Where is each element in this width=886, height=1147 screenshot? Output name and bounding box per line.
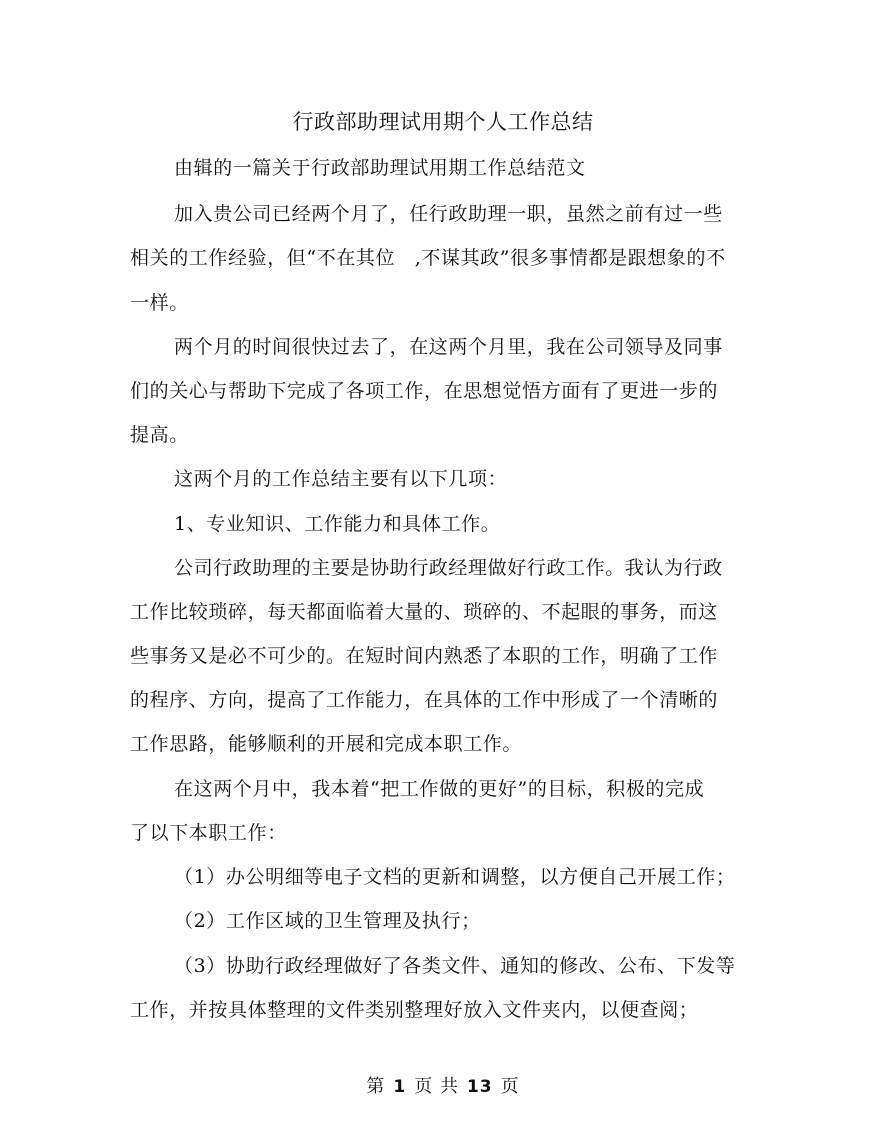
paragraph-line: 了以下本职工作： xyxy=(130,822,287,844)
document-title: 行政部助理试用期个人工作总结 xyxy=(292,110,594,134)
paragraph-line: 工作，并按具体整理的文件类别整理好放入文件夹内，以便查阅； xyxy=(130,999,699,1021)
page-number: 1 xyxy=(393,1077,407,1097)
paragraph-line: 加入贵公司已经两个月了，任行政助理一职，虽然之前有过一些 xyxy=(174,203,723,225)
paragraph-line: 这两个月的工作总结主要有以下几项： xyxy=(174,468,508,490)
page-footer xyxy=(0,1072,886,1098)
paragraph-line: 两个月的时间很快过去了，在这两个月里，我在公司领导及同事 xyxy=(174,336,723,358)
paragraph-line: 由辑的一篇关于行政部助理试用期工作总结范文 xyxy=(174,157,586,179)
paragraph-line: 的程序、方向，提高了工作能力，在具体的工作中形成了一个清晰的 xyxy=(130,689,719,711)
paragraph-line: 工作思路，能够顺利的开展和完成本职工作。 xyxy=(130,733,523,755)
footer-prefix: 第 xyxy=(366,1076,386,1097)
paragraph-line: 在这两个月中，我本着“把工作做的更好”的目标，积极的完成 xyxy=(174,778,705,800)
list-item: （1）办公明细等电子文档的更新和调整，以方便自己开展工作； xyxy=(174,866,736,888)
list-item: （3）协助行政经理做好了各类文件、通知的修改、公布、下发等 xyxy=(174,955,736,977)
total-pages: 13 xyxy=(466,1077,493,1097)
paragraph-line: 工作比较琐碎，每天都面临着大量的、琐碎的、不起眼的事务，而这 xyxy=(130,601,719,623)
paragraph-line: 相关的工作经验，但“不在其位 ,不谋其政”很多事情都是跟想象的不 xyxy=(130,247,726,269)
footer-middle: 页 共 xyxy=(414,1076,459,1097)
list-item: （2）工作区域的卫生管理及执行； xyxy=(174,910,481,932)
paragraph-line: 提高。 xyxy=(130,424,189,446)
paragraph-line: 1、专业知识、工作能力和具体工作。 xyxy=(174,513,501,535)
footer-suffix: 页 xyxy=(500,1076,520,1097)
paragraph-line: 们的关心与帮助下完成了各项工作，在思想觉悟方面有了更进一步的 xyxy=(130,380,719,402)
paragraph-line: 一样。 xyxy=(130,292,189,314)
paragraph-line: 些事务又是必不可少的。在短时间内熟悉了本职的工作，明确了工作 xyxy=(130,645,719,667)
paragraph-line: 公司行政助理的主要是协助行政经理做好行政工作。我认为行政 xyxy=(174,557,723,579)
